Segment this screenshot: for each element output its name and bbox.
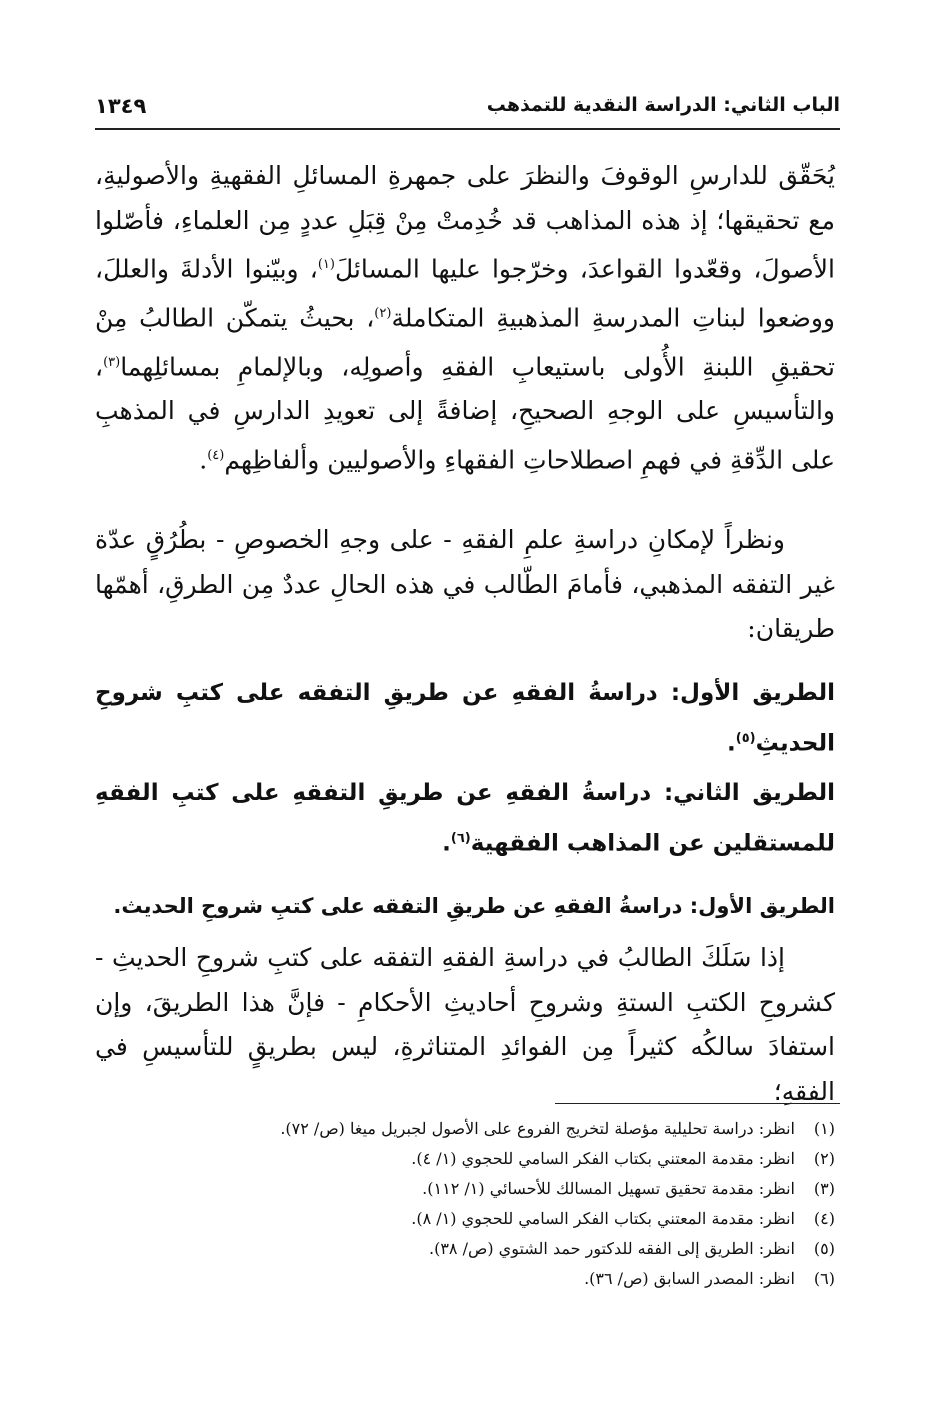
footnote-ref-5: (٥) — [735, 731, 756, 746]
footnote-number: (٢) — [813, 1149, 835, 1168]
footnote-ref-3: (٣) — [103, 354, 121, 370]
method-2-text: الطريق الثاني: دراسةُ الفقهِ عن طريقِ التفقهِ على كتبِ الفقهِ للمستقلين عن المذاهب الفقهية — [95, 780, 835, 857]
method-2-end: . — [442, 830, 451, 857]
paragraph-1-text-a: يُحَقّق للدارسِ الوقوفَ والنظرَ على جمهرةِ المسائلِ الفقهيةِ والأصوليةِ، مع تحقيقها؛ إذ هذه المذاهب قد خُدِمتْ مِنْ قِبَلِ عددٍ مِن العلماءِ، فأصّلوا الأصولَ، وقعّدوا القواعدَ، وخرّجوا عليها المسائلَ — [95, 161, 835, 284]
method-1-text: الطريق الأول: دراسةُ الفقهِ عن طريقِ التفقه على كتبِ شروحِ الحديثِ — [95, 680, 835, 757]
footnote-ref-4: (٤) — [207, 447, 225, 463]
running-title: الباب الثاني: الدراسة النقدية للتمذهب — [486, 94, 840, 116]
paragraph-1-end: . — [199, 445, 208, 475]
footnote-text: انظر: مقدمة تحقيق تسهيل المسالك للأحسائي (١/ ١١٢). — [422, 1179, 795, 1198]
footnote-text: انظر: الطريق إلى الفقه للدكتور حمد الشتوي (ص/ ٣٨). — [429, 1239, 795, 1258]
footnote-rule — [555, 1103, 840, 1104]
paragraph-1-text-b: ، وبيّنوا الأدلةَ والعللَ، ووضعوا لبناتِ المدرسةِ المذهبيةِ المتكاملة — [95, 254, 835, 333]
footnote-ref-1: (١) — [317, 257, 335, 272]
footnote-ref-6: (٦) — [450, 831, 471, 846]
footnote-6 — [95, 1264, 835, 1294]
footnote-text: انظر: مقدمة المعتني بكتاب الفكر السامي للحجوي (١/ ٨). — [411, 1209, 795, 1228]
method-1-end: . — [727, 730, 736, 757]
footnote-text: انظر: المصدر السابق (ص/ ٣٦). — [584, 1269, 795, 1288]
page-number: ١٣٤٩ — [95, 94, 147, 118]
section-subheading: الطريق الأول: دراسةُ الفقهِ عن طريقِ التفقه على كتبِ شروحِ الحديث. — [113, 894, 835, 918]
footnote-5 — [95, 1234, 835, 1264]
footnotes-list — [95, 1114, 835, 1294]
paragraph-1 — [95, 154, 835, 483]
paragraph-1-text-d: ، والتأسيسِ على الوجهِ الصحيحِ، إضافةً إلى تعويدِ الدارسِ في المذهبِ على الدِّقةِ في فهمِ اصطلاحاتِ الفقهاءِ والأصوليين وألفاظِهم — [95, 351, 835, 475]
footnote-number: (٤) — [813, 1209, 835, 1228]
footnote-text: انظر: دراسة تحليلية مؤصلة لتخريج الفروع على الأصول لجبريل ميغا (ص/ ٧٢). — [280, 1119, 795, 1138]
footnote-4 — [95, 1204, 835, 1234]
paragraph-2: ونظراً لإمكانِ دراسةِ علمِ الفقهِ - على وجهِ الخصوصِ - بطُرُقٍ عدّة غير التفقه المذهبي، فأمامَ الطّالب في هذه الحالِ عددٌ مِن الطرقِ، أهمّها طريقان: — [95, 525, 835, 643]
footnote-2 — [95, 1144, 835, 1174]
footnote-1 — [95, 1114, 835, 1144]
paragraph-1-text-c: ، بحيثُ يتمكّن الطالبُ مِنْ تحقيقِ اللبنةِ الأُولى باستيعابِ الفقهِ وأصولِه، وبالإلمامِ بمسائلِهما — [95, 303, 835, 381]
method-2 — [95, 770, 835, 867]
header-rule — [95, 128, 840, 130]
footnote-ref-2: (٢) — [374, 305, 392, 321]
footnote-number: (١) — [813, 1119, 835, 1138]
running-header — [95, 94, 840, 124]
footnote-number: (٣) — [813, 1179, 835, 1198]
footnote-number: (٥) — [813, 1239, 835, 1258]
footnote-text: انظر: مقدمة المعتني بكتاب الفكر السامي للحجوي (١/ ٤). — [411, 1149, 795, 1168]
footnote-3 — [95, 1174, 835, 1204]
paragraph-3: إذا سَلَكَ الطالبُ في دراسةِ الفقهِ التفقه على كتبِ شروحِ الحديثِ - كشروحِ الكتبِ الستةِ وشروحِ أحاديثِ الأحكامِ - فإنَّ هذا الطريقَ، وإن استفادَ سالكُه كثيراً مِن الفوائدِ المتناثرةِ، ليس بطريقٍ للتأسيسِ في الفقهِ؛ — [95, 943, 835, 1106]
footnote-number: (٦) — [813, 1269, 835, 1288]
method-1 — [95, 670, 835, 767]
